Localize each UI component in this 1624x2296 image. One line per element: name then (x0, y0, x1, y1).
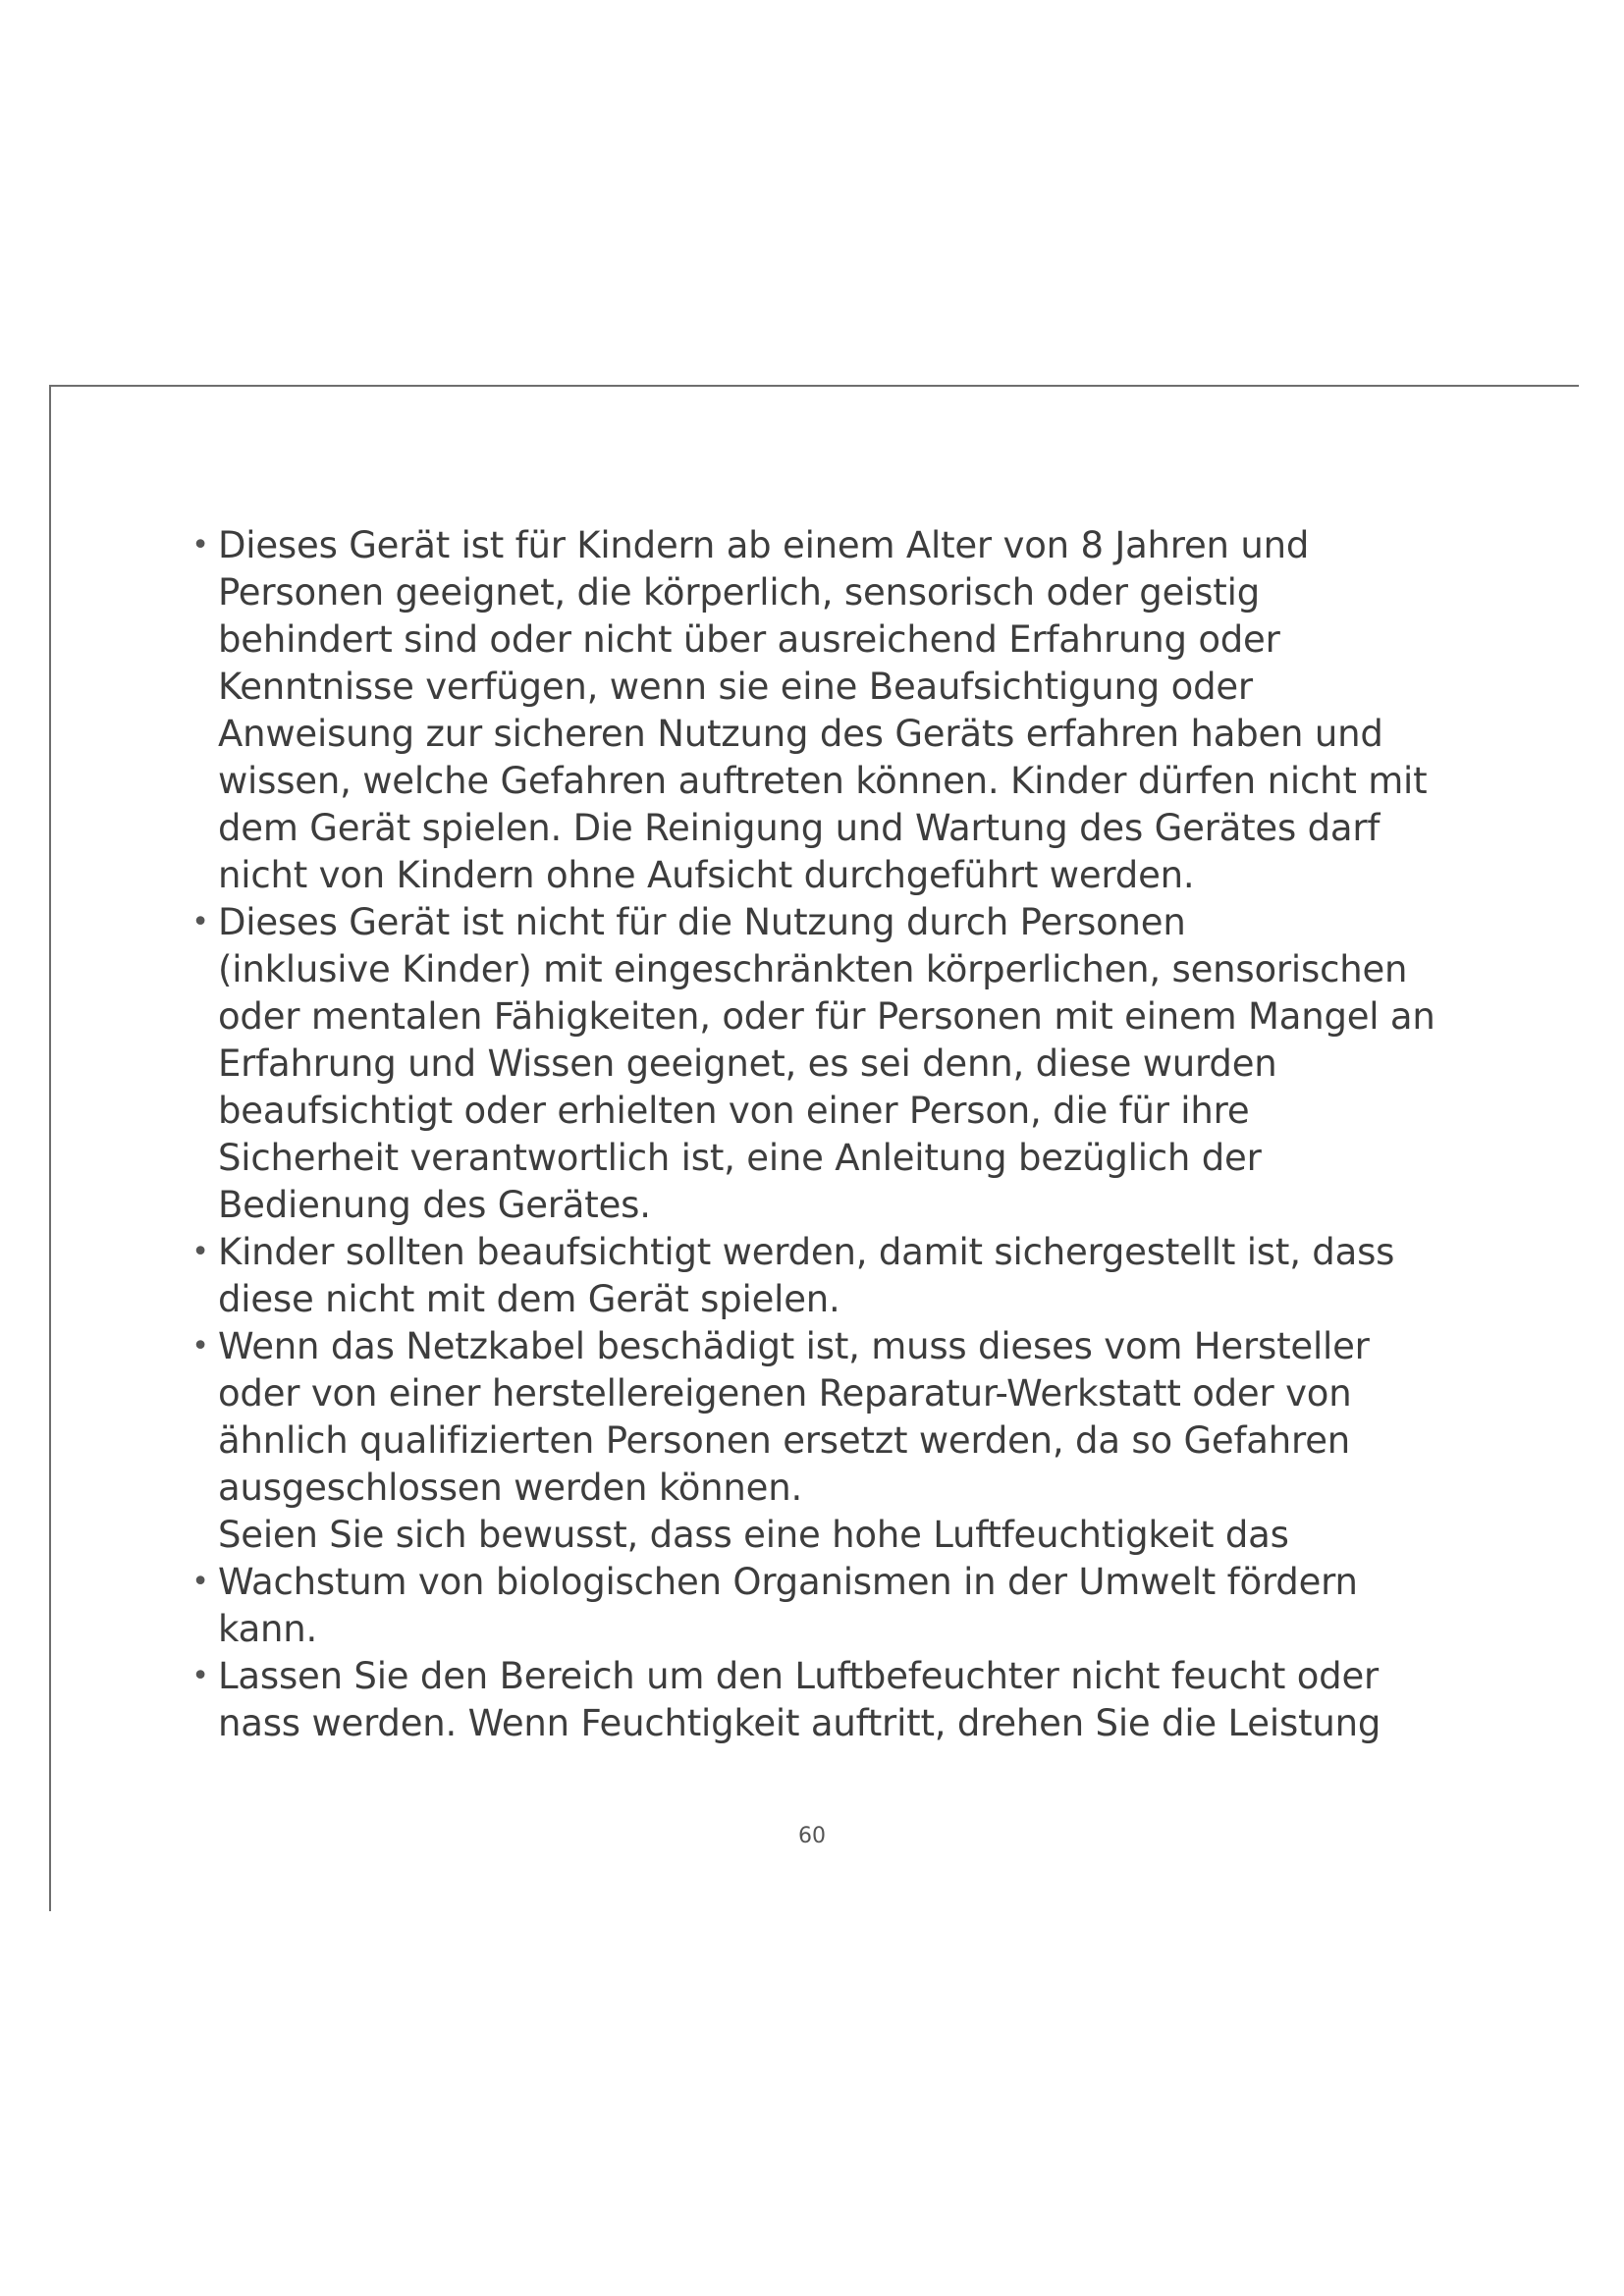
line-text: Kinder sollten beaufsichtigt werden, damit sichergestellt ist, dass (218, 1231, 1395, 1273)
line-text: oder von einer herstellereigenen Reparatur-Werkstatt oder von (218, 1372, 1352, 1415)
line-text: wissen, welche Gefahren auftreten können. Kinder dürfen nicht mit (218, 760, 1428, 802)
line-text: ähnlich qualifizierten Personen ersetzt werden, da so Gefahren (218, 1419, 1351, 1462)
page-number: 60 (798, 1824, 826, 1848)
text-line (187, 1512, 1463, 1559)
line-text: Kenntnisse verfügen, wenn sie eine Beaufsichtigung oder (218, 666, 1253, 708)
text-line (187, 1276, 1463, 1323)
line-text: Personen geeignet, die körperlich, sensorisch oder geistig (218, 571, 1260, 614)
bullet-icon: • (191, 1659, 209, 1693)
line-text: Wenn das Netzkabel beschädigt ist, muss dieses vom Hersteller (218, 1325, 1370, 1367)
text-line (187, 805, 1463, 852)
line-text: Lassen Sie den Bereich um den Luftbefeuchter nicht feucht oder (218, 1655, 1380, 1697)
text-line (187, 899, 1463, 946)
text-line (187, 522, 1463, 569)
text-line (187, 1653, 1463, 1700)
line-text: Wachstum von biologischen Organismen in der Umwelt fördern (218, 1561, 1358, 1603)
line-text: oder mentalen Fähigkeiten, oder für Personen mit einem Mangel an (218, 995, 1435, 1038)
safety-instructions-text (187, 522, 1463, 1747)
line-text: ausgeschlossen werden können. (218, 1467, 803, 1509)
bullet-icon: • (191, 1329, 209, 1363)
text-line (187, 711, 1463, 758)
text-line (187, 993, 1463, 1041)
line-text: dem Gerät spielen. Die Reinigung und Wartung des Gerätes darf (218, 807, 1380, 849)
bullet-icon: • (191, 905, 209, 939)
text-line (187, 616, 1463, 664)
line-text: Sicherheit verantwortlich ist, eine Anleitung bezüglich der (218, 1137, 1262, 1179)
bullet-icon: • (191, 1565, 209, 1599)
bullet-icon: • (191, 1235, 209, 1269)
line-text: Dieses Gerät ist nicht für die Nutzung durch Personen (218, 901, 1186, 943)
text-line (187, 1323, 1463, 1370)
line-text: Bedienung des Gerätes. (218, 1184, 651, 1226)
text-line (187, 1700, 1463, 1747)
line-text: beaufsichtigt oder erhielten von einer Person, die für ihre (218, 1090, 1250, 1132)
line-text: nicht von Kindern ohne Aufsicht durchgeführt werden. (218, 854, 1195, 896)
text-line (187, 1606, 1463, 1653)
line-text: Dieses Gerät ist für Kindern ab einem Alter von 8 Jahren und (218, 524, 1310, 566)
text-line (187, 664, 1463, 711)
line-text: diese nicht mit dem Gerät spielen. (218, 1278, 840, 1320)
frame-top-rule (49, 385, 1579, 387)
line-text: Anweisung zur sicheren Nutzung des Geräts erfahren haben und (218, 713, 1383, 755)
text-line (187, 1417, 1463, 1465)
line-text: Seien Sie sich bewusst, dass eine hohe Luftfeuchtigkeit das (218, 1514, 1289, 1556)
text-line (187, 569, 1463, 616)
frame-left-rule (49, 385, 51, 1911)
bullet-icon: • (191, 528, 209, 562)
text-line (187, 1088, 1463, 1135)
text-line (187, 1229, 1463, 1276)
line-text: behindert sind oder nicht über ausreichend Erfahrung oder (218, 618, 1280, 661)
text-line (187, 1370, 1463, 1417)
line-text: nass werden. Wenn Feuchtigkeit auftritt, drehen Sie die Leistung (218, 1702, 1381, 1744)
text-line (187, 1465, 1463, 1512)
text-line (187, 1182, 1463, 1229)
text-line (187, 1559, 1463, 1606)
line-text: kann. (218, 1608, 318, 1650)
text-line (187, 946, 1463, 993)
line-text: Erfahrung und Wissen geeignet, es sei denn, diese wurden (218, 1042, 1277, 1085)
text-line (187, 758, 1463, 805)
line-text: (inklusive Kinder) mit eingeschränkten körperlichen, sensorischen (218, 948, 1408, 990)
text-line (187, 1135, 1463, 1182)
text-line (187, 1041, 1463, 1088)
text-line (187, 852, 1463, 899)
